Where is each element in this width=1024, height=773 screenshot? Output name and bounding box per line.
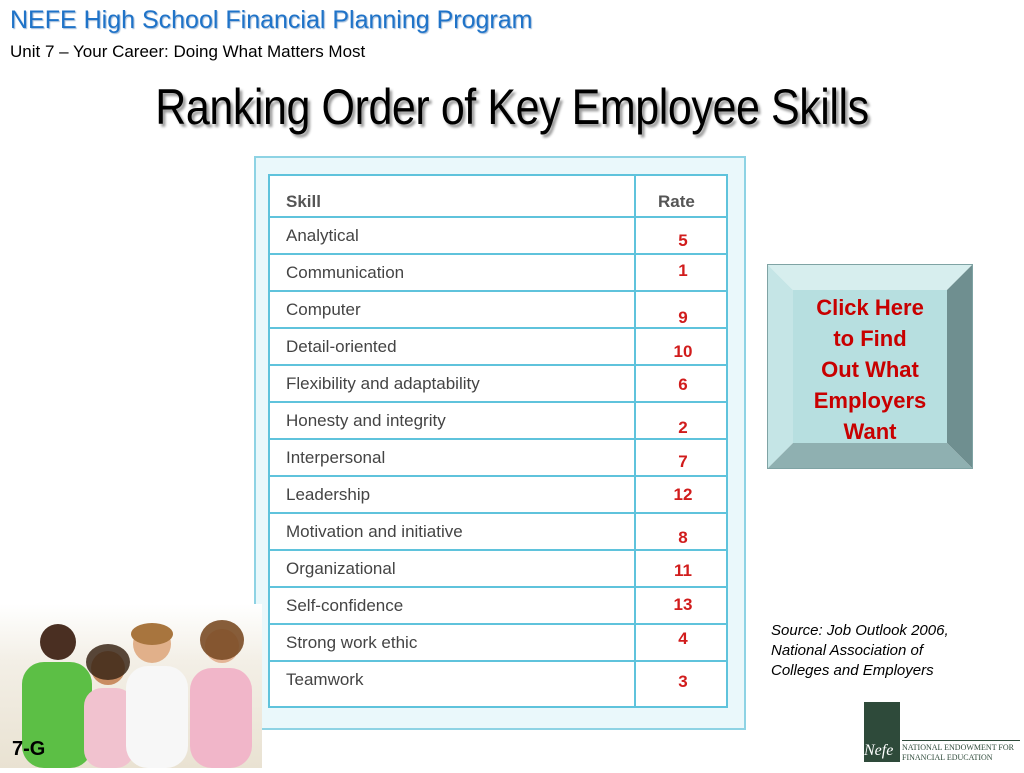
logo-text-line: FINANCIAL EDUCATION — [902, 753, 993, 762]
rate-cell: 2 — [678, 418, 688, 437]
skill-cell: Motivation and initiative — [286, 522, 463, 541]
skill-cell: Teamwork — [286, 670, 364, 689]
find-out-what-employers-want-button[interactable] — [767, 264, 973, 469]
rate-cell: 7 — [678, 452, 688, 471]
slide-title: Ranking Order of Key Employee Skills — [155, 79, 869, 135]
rate-cell: 12 — [673, 485, 693, 504]
skill-cell: Computer — [286, 300, 361, 319]
table-row — [270, 403, 726, 440]
rate-cell: 13 — [673, 595, 693, 614]
button-label-line: Employers — [813, 388, 927, 413]
button-label-line: Out What — [821, 357, 919, 382]
table-row — [270, 366, 726, 403]
rate-cell: 11 — [674, 561, 692, 580]
logo-text-line: NATIONAL ENDOWMENT FOR — [902, 743, 1014, 752]
skill-cell: Communication — [286, 263, 405, 282]
table-row — [270, 292, 726, 329]
source-line: National Association of — [771, 642, 924, 659]
logo-text — [902, 740, 1020, 763]
button-label-line: Click Here — [816, 295, 924, 320]
skill-cell: Flexibility and adaptability — [286, 374, 480, 393]
rate-cell: 8 — [678, 528, 688, 547]
rate-cell: 3 — [678, 672, 688, 691]
button-label-line: Want — [843, 419, 897, 444]
rate-cell: 4 — [678, 629, 688, 648]
button-label-line: to Find — [833, 326, 907, 351]
skills-table — [268, 174, 728, 708]
skill-cell: Interpersonal — [286, 448, 386, 467]
program-title: NEFE High School Financial Planning Program — [10, 6, 533, 34]
table-row — [270, 477, 726, 514]
skill-cell: Detail-oriented — [286, 337, 397, 356]
rate-cell: 9 — [678, 308, 688, 327]
table-row — [270, 255, 726, 292]
table-header-row — [270, 176, 726, 218]
skill-cell: Organizational — [286, 559, 396, 578]
rate-cell: 5 — [678, 231, 688, 250]
header-rate: Rate — [658, 192, 695, 211]
rate-cell: 1 — [678, 261, 688, 280]
skill-cell: Analytical — [286, 226, 359, 245]
table-row — [270, 218, 726, 255]
rate-cell: 10 — [673, 342, 693, 361]
logo-mark: Nefe — [864, 742, 894, 759]
table-row — [270, 440, 726, 477]
source-line: Colleges and Employers — [771, 662, 934, 679]
source-line: Source: Job Outlook 2006, — [771, 622, 949, 639]
table-row — [270, 588, 726, 625]
skill-cell: Honesty and integrity — [286, 411, 446, 430]
slide-number: 7-G — [12, 738, 46, 760]
skill-cell: Strong work ethic — [286, 633, 418, 652]
unit-subtitle: Unit 7 – Your Career: Doing What Matters Most — [10, 42, 366, 61]
rate-cell: 6 — [678, 375, 688, 394]
skill-cell: Leadership — [286, 485, 371, 504]
skill-cell: Self-confidence — [286, 596, 404, 615]
table-row — [270, 551, 726, 588]
source-note — [771, 621, 1011, 681]
table-row — [270, 625, 726, 662]
button-label — [793, 292, 947, 447]
header-skill: Skill — [286, 192, 321, 211]
table-row — [270, 329, 726, 366]
nefe-logo — [864, 702, 1016, 762]
table-row — [270, 514, 726, 551]
table-row — [270, 662, 726, 706]
